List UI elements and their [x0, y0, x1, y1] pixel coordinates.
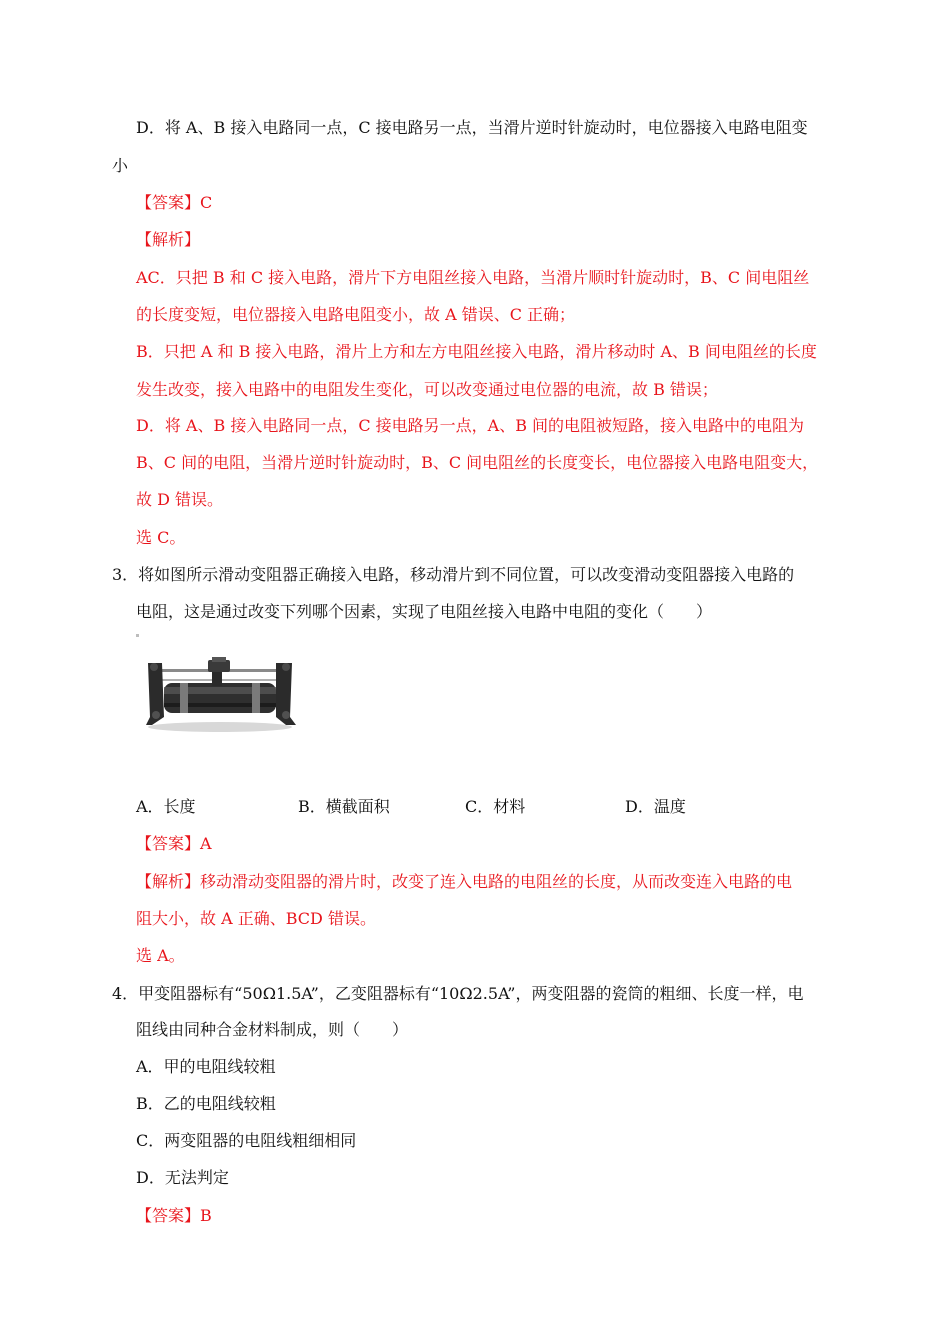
image-anchor-dot [136, 634, 139, 637]
q3-stem-line2: 电阻，这是通过改变下列哪个因素，实现了电阻丝接入电路中电阻的变化（ ） [136, 602, 713, 621]
q4-answer [136, 1206, 212, 1226]
q3-option-b: B．横截面积 [298, 797, 390, 816]
q2-analysis-line: 的长度变短，电位器接入电路电阻变小，故 A 错误、C 正确； [136, 305, 576, 324]
q3-answer [136, 834, 212, 854]
answer-value: B [200, 1206, 212, 1225]
q2-analysis-line: 发生改变，接入电路中的电阻发生变化，可以改变通过电位器的电流，故 B 错误； [136, 380, 718, 399]
q3-option-a: A．长度 [136, 797, 196, 816]
q2-conclusion: 选 C。 [136, 528, 186, 547]
analysis-tag: 【解析】 [136, 872, 201, 891]
answer-value: A [200, 834, 212, 853]
q4-option-b: B．乙的电阻线较粗 [136, 1094, 276, 1113]
q2-analysis-line: B．只把 A 和 B 接入电路，滑片上方和左方电阻丝接入电路，滑片移动时 A、B 间电阻丝的长度 [136, 342, 817, 361]
slide-rheostat-image [140, 655, 300, 735]
answer-tag: 【答案】 [136, 193, 201, 212]
q4-stem-line1: 4．甲变阻器标有“50Ω1.5A”，乙变阻器标有“10Ω2.5A”，两变阻器的瓷筒的粗细、长度一样，电 [112, 984, 804, 1003]
q2-answer [136, 193, 212, 213]
q3-option-c: C．材料 [465, 797, 526, 816]
q4-option-c: C．两变阻器的电阻线粗细相同 [136, 1131, 357, 1150]
q2-option-d-line2: 小 [112, 156, 129, 175]
q3-option-d: D．温度 [625, 797, 686, 816]
answer-tag: 【答案】 [136, 834, 201, 853]
q4-stem-line2: 阻线由同种合金材料制成，则（ ） [136, 1020, 409, 1039]
q2-analysis-line: B、C 间的电阻，当滑片逆时针旋动时，B、C 间电阻丝的长度变长，电位器接入电路电阻变大， [136, 453, 819, 472]
q4-option-d: D．无法判定 [136, 1168, 229, 1187]
q4-option-a: A．甲的电阻线较粗 [136, 1057, 276, 1076]
q2-analysis-line: 故 D 错误。 [136, 490, 224, 509]
q3-stem-line1: 3．将如图所示滑动变阻器正确接入电路，移动滑片到不同位置，可以改变滑动变阻器接入电路的 [112, 565, 795, 584]
q3-conclusion: 选 A。 [136, 946, 185, 965]
q2-option-d-line1: D．将 A、B 接入电路同一点，C 接电路另一点，当滑片逆时针旋动时，电位器接入电路电阻变 [136, 118, 808, 137]
q2-analysis-line: AC．只把 B 和 C 接入电路，滑片下方电阻丝接入电路，当滑片顺时针旋动时，B、C 间电阻丝 [136, 268, 810, 287]
analysis-text: 移动滑动变阻器的滑片时，改变了连入电路的电阻丝的长度，从而改变连入电路的电 [200, 872, 793, 891]
q3-analysis-line1 [136, 872, 792, 892]
q3-analysis-line2: 阻大小，故 A 正确、BCD 错误。 [136, 909, 376, 928]
q2-analysis-line: D．将 A、B 接入电路同一点，C 接电路另一点，A、B 间的电阻被短路，接入电路中的电阻为 [136, 416, 805, 435]
answer-tag: 【答案】 [136, 1206, 201, 1225]
answer-value: C [200, 193, 213, 212]
q2-analysis-tag: 【解析】 [136, 230, 201, 249]
